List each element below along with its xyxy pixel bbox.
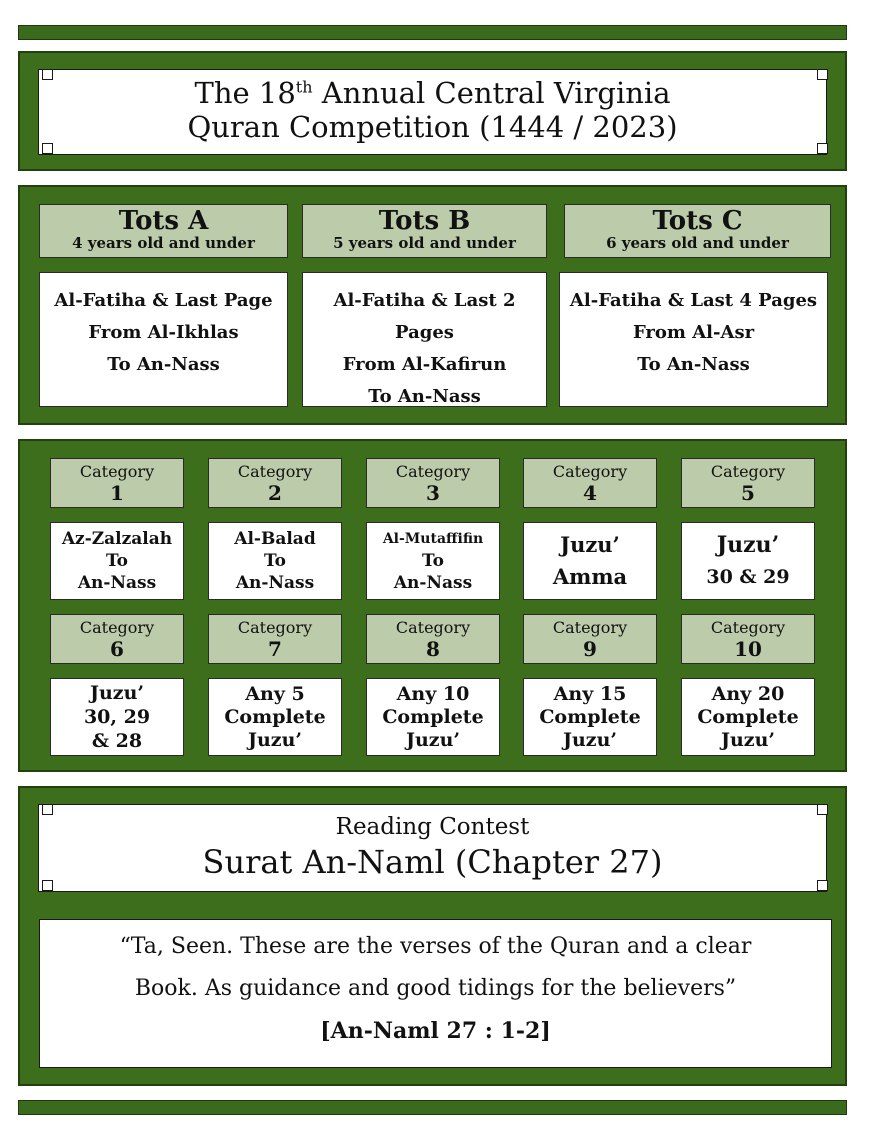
category-6-header: Category 6 xyxy=(50,614,184,664)
page-title xyxy=(39,76,826,144)
reading-title-frame xyxy=(38,804,827,892)
tots-a-header: Tots A 4 years old and under xyxy=(39,204,288,258)
category-7-content: Any 5 Complete Juzu’ xyxy=(208,678,342,756)
category-2-content: Al-Balad To An-Nass xyxy=(208,522,342,600)
category-3-header: Category 3 xyxy=(366,458,500,508)
surah-title: Surat An-Naml (Chapter 27) xyxy=(202,843,663,881)
category-8-header: Category 8 xyxy=(366,614,500,664)
category-4-header: Category 4 xyxy=(523,458,657,508)
quote-line-1: “Ta, Seen. These are the verses of the Quran and a clear xyxy=(119,934,752,959)
category-9-header: Category 9 xyxy=(523,614,657,664)
corner-square xyxy=(817,804,828,815)
corner-square xyxy=(42,880,53,891)
header-panel xyxy=(18,51,847,171)
category-1-content: Az-Zalzalah To An-Nass xyxy=(50,522,184,600)
category-9-content: Any 15 Complete Juzu’ xyxy=(523,678,657,756)
reading-contest-label: Reading Contest xyxy=(335,814,530,840)
category-3-content: Al-Mutaffifin To An-Nass xyxy=(366,522,500,600)
tots-b-header: Tots B 5 years old and under xyxy=(302,204,547,258)
category-10-content: Any 20 Complete Juzu’ xyxy=(681,678,815,756)
bottom-bar xyxy=(18,1100,847,1115)
top-bar xyxy=(18,25,847,40)
quote-reference: [An-Naml 27 : 1-2] xyxy=(320,1018,551,1044)
corner-square xyxy=(817,143,828,154)
header-frame xyxy=(38,69,827,155)
tots-b-content: Al-Fatiha & Last 2 Pages From Al-Kafirun To An-Nass xyxy=(302,272,547,407)
category-6-content: Juzu’ 30, 29 & 28 xyxy=(50,678,184,756)
quote-box xyxy=(39,919,832,1068)
tots-a-content: Al-Fatiha & Last Page From Al-Ikhlas To An-Nass xyxy=(39,272,288,407)
title-line-2: Quran Competition (1444 / 2023) xyxy=(187,110,678,144)
corner-square xyxy=(817,69,828,80)
tots-c-content: Al-Fatiha & Last 4 Pages From Al-Asr To An-Nass xyxy=(559,272,828,407)
category-5-content: Juzu’ 30 & 29 xyxy=(681,522,815,600)
tots-panel xyxy=(18,185,847,425)
corner-square xyxy=(42,69,53,80)
corner-square xyxy=(42,143,53,154)
categories-panel xyxy=(18,439,847,772)
category-4-content: Juzu’ Amma xyxy=(523,522,657,600)
category-2-header: Category 2 xyxy=(208,458,342,508)
category-8-content: Any 10 Complete Juzu’ xyxy=(366,678,500,756)
tots-c-header: Tots C 6 years old and under xyxy=(564,204,831,258)
category-1-header: Category 1 xyxy=(50,458,184,508)
corner-square xyxy=(817,880,828,891)
category-5-header: Category 5 xyxy=(681,458,815,508)
title-line-1: The 18th Annual Central Virginia xyxy=(194,76,671,110)
quote-line-2: Book. As guidance and good tidings for the believers” xyxy=(134,976,737,1001)
corner-square xyxy=(42,804,53,815)
category-7-header: Category 7 xyxy=(208,614,342,664)
reading-panel xyxy=(18,786,847,1086)
category-10-header: Category 10 xyxy=(681,614,815,664)
